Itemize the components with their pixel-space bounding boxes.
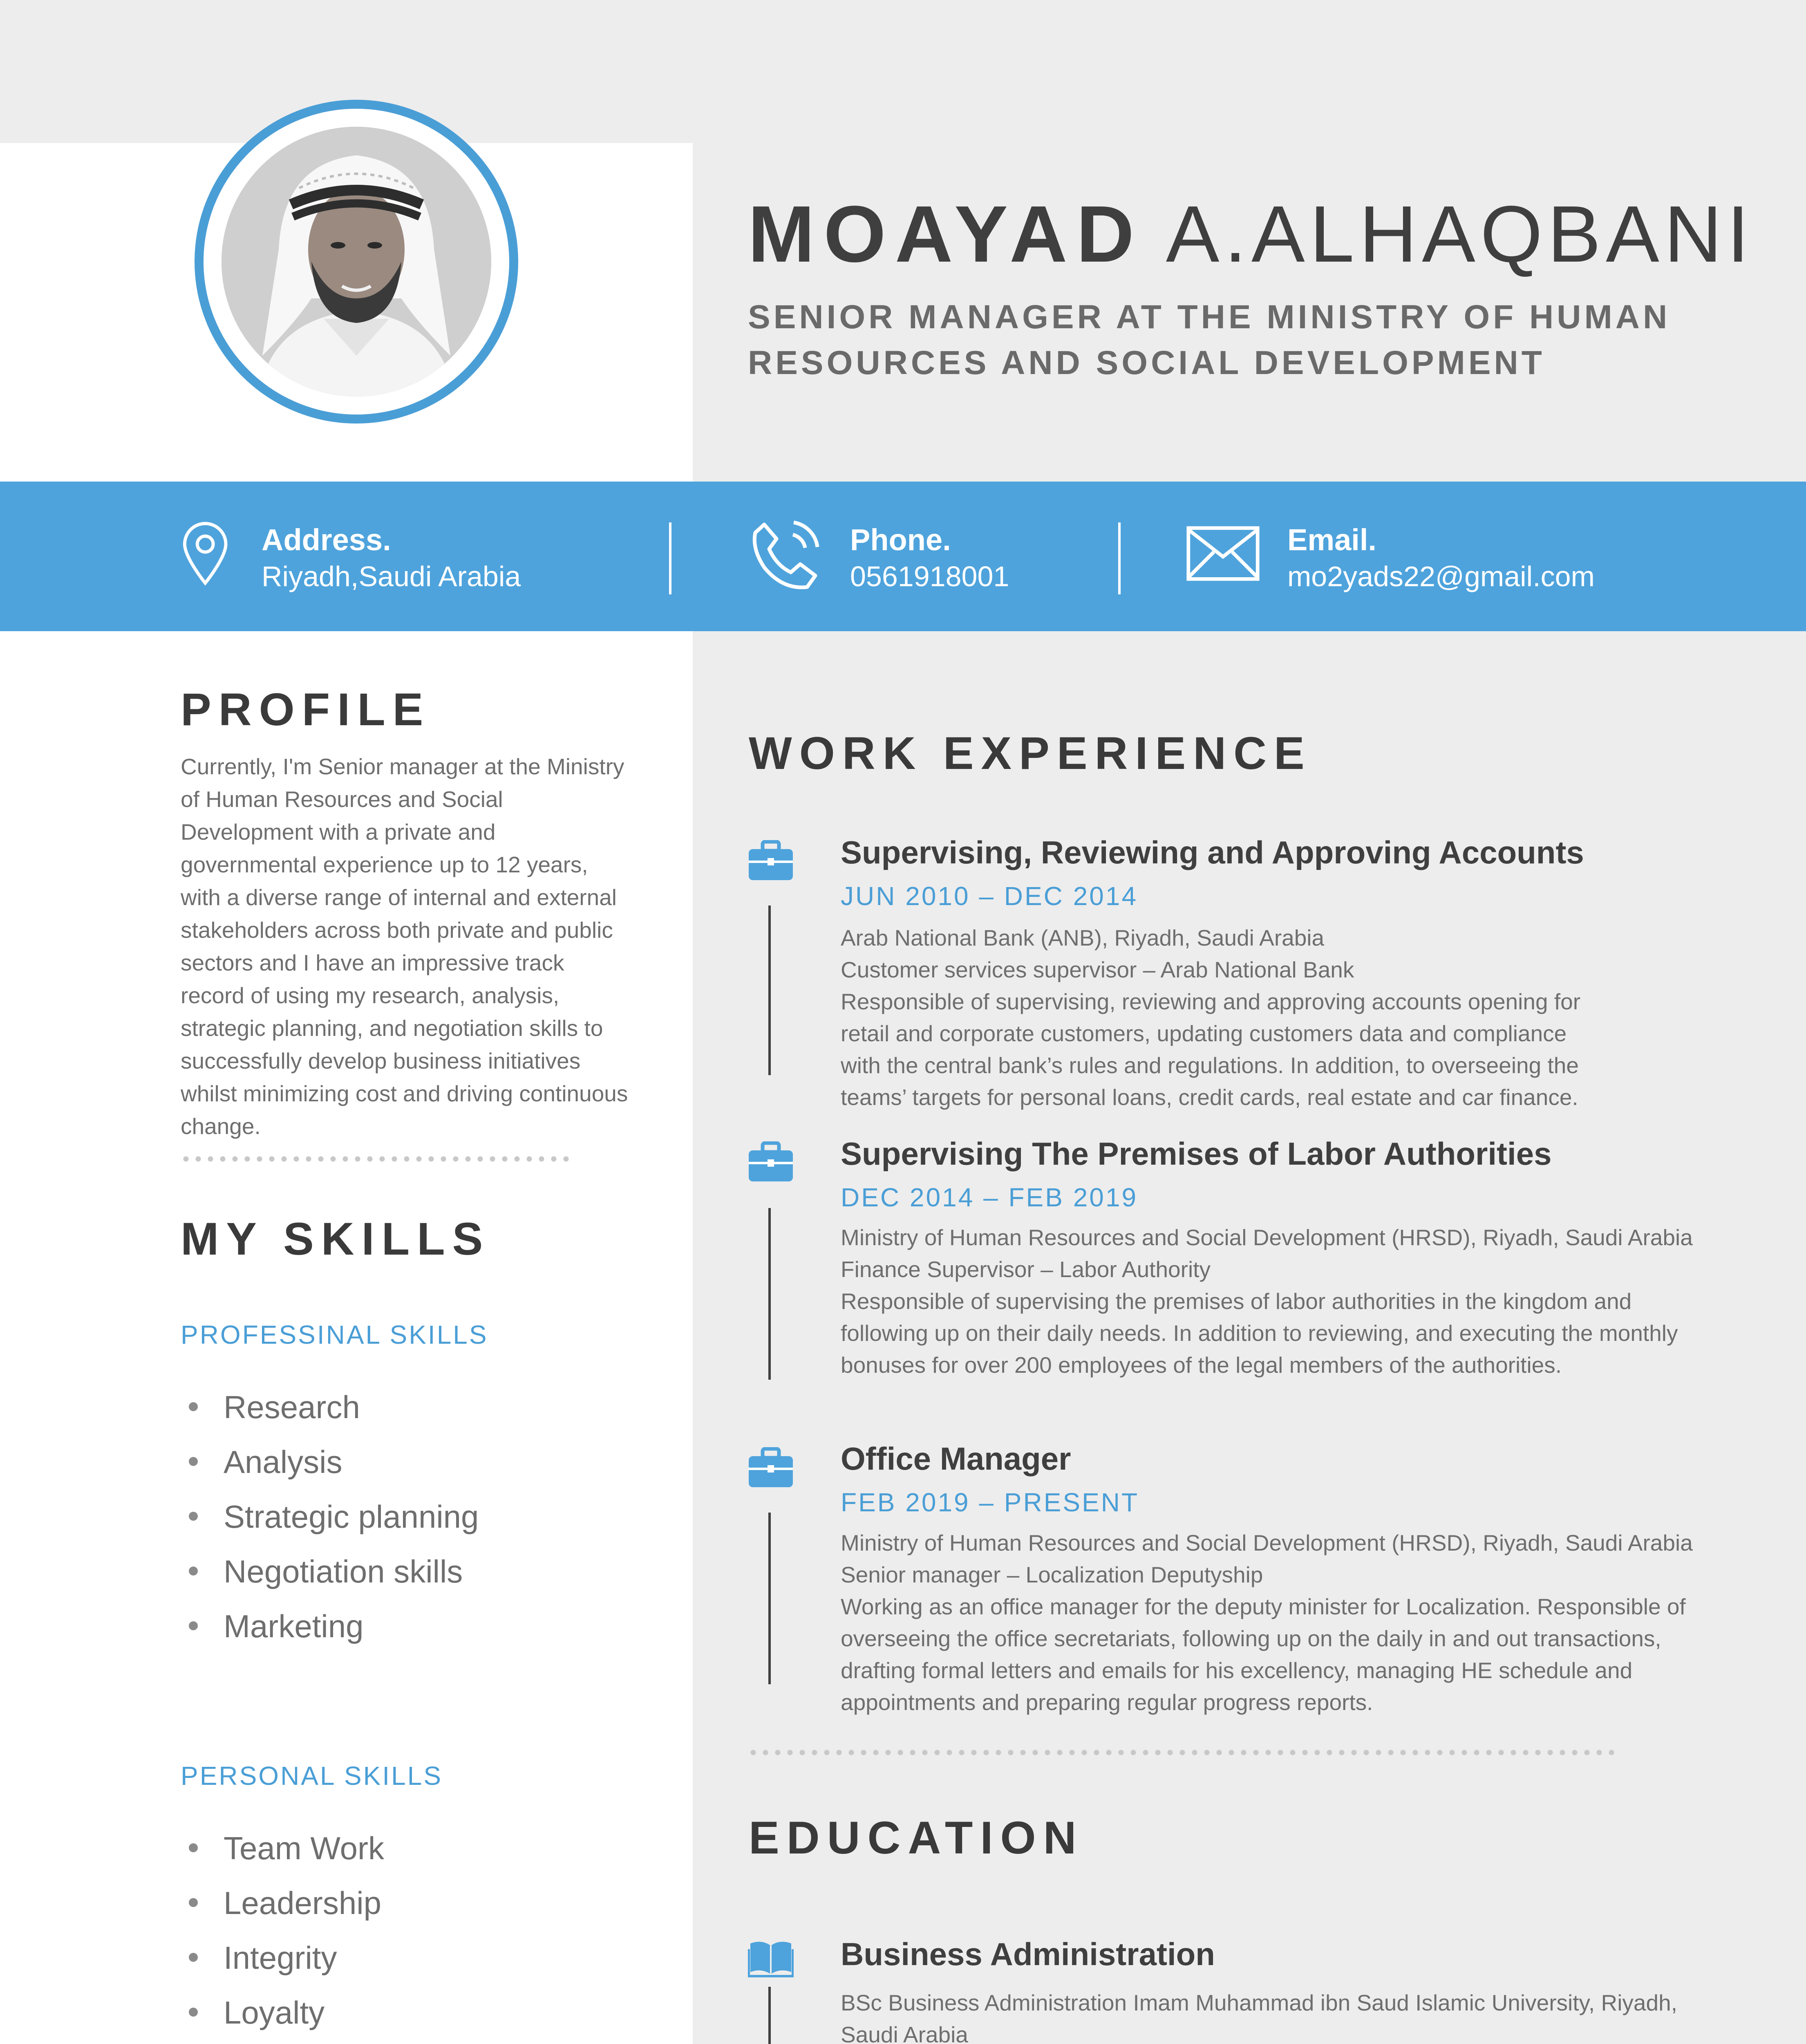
education-line: Saudi Arabia bbox=[841, 2022, 968, 2044]
job-line: with the central bank’s rules and regulations. In addition, to overseeing the bbox=[841, 1053, 1579, 1078]
job-line: retail and corporate customers, updating customers data and compliance bbox=[841, 1021, 1567, 1046]
job-dates: JUN 2010 – DEC 2014 bbox=[841, 881, 1138, 911]
open-book-icon bbox=[748, 1937, 794, 1978]
envelope-icon bbox=[1185, 523, 1261, 585]
profile-line: change. bbox=[181, 1114, 261, 1139]
dotted-divider bbox=[747, 1750, 1618, 1755]
skill-item: Negotiation skills bbox=[181, 1549, 479, 1604]
location-pin-icon bbox=[178, 514, 239, 592]
job-description bbox=[841, 922, 1760, 1113]
contact-divider bbox=[669, 522, 671, 594]
job-title-line: RESOURCES AND SOCIAL DEVELOPMENT bbox=[748, 344, 1545, 381]
job-line: Ministry of Human Resources and Social Development (HRSD), Riyadh, Saudi Arabia bbox=[841, 1225, 1693, 1250]
job-line: teams’ targets for personal loans, credit cards, real estate and car finance. bbox=[841, 1085, 1578, 1110]
job-line: following up on their daily needs. In addition to reviewing, and executing the monthly bbox=[841, 1320, 1678, 1346]
job-line: overseeing the office secretariats, following up on the daily in and out transactions, bbox=[841, 1626, 1661, 1651]
email-label: Email. bbox=[1287, 523, 1376, 557]
job-line: Ministry of Human Resources and Social Development (HRSD), Riyadh, Saudi Arabia bbox=[841, 1530, 1693, 1555]
job-line: Arab National Bank (ANB), Riyadh, Saudi Arabia bbox=[841, 925, 1325, 950]
job-line: Responsible of supervising, reviewing and approving accounts opening for bbox=[841, 989, 1581, 1014]
email-value[interactable]: mo2yads22@gmail.com bbox=[1287, 560, 1595, 592]
education-heading: EDUCATION bbox=[749, 1812, 1084, 1863]
skill-item: Integrity bbox=[181, 1936, 384, 1990]
job-dates: FEB 2019 – PRESENT bbox=[841, 1488, 1139, 1517]
job-line: drafting formal letters and emails for his excellency, managing HE schedule and bbox=[841, 1658, 1633, 1683]
job-title: Supervising The Premises of Labor Authorities bbox=[841, 1136, 1552, 1172]
profile-line: with a diverse range of internal and external bbox=[181, 885, 617, 910]
briefcase-icon bbox=[748, 1447, 794, 1488]
job-line: Customer services supervisor – Arab National Bank bbox=[841, 957, 1354, 982]
first-name: MOAYAD bbox=[748, 189, 1144, 279]
contact-bar bbox=[0, 482, 1806, 631]
work-experience-heading: WORK EXPERIENCE bbox=[749, 728, 1312, 779]
profile-line: Development with a private and bbox=[181, 819, 496, 845]
profile-line: stakeholders across both private and public bbox=[181, 917, 613, 943]
contact-divider bbox=[1118, 522, 1121, 594]
phone-icon bbox=[748, 514, 821, 592]
contact-phone bbox=[748, 514, 1116, 600]
skill-item: Team Work bbox=[181, 1826, 384, 1881]
timeline-line bbox=[768, 1208, 771, 1380]
dotted-divider bbox=[180, 1156, 572, 1162]
job-line: appointments and preparing regular progress reports. bbox=[841, 1690, 1373, 1715]
phone-label: Phone. bbox=[850, 523, 951, 557]
profile-line: whilst minimizing cost and driving continuous bbox=[181, 1081, 628, 1106]
briefcase-icon bbox=[748, 840, 794, 881]
professional-skills-list bbox=[181, 1385, 479, 1659]
job-line: Finance Supervisor – Labor Authority bbox=[841, 1257, 1211, 1282]
professional-skills-heading: PROFESSINAL SKILLS bbox=[181, 1320, 488, 1349]
profile-text bbox=[181, 750, 671, 1143]
personal-skills-list bbox=[181, 1826, 384, 2044]
profile-line: Currently, I'm Senior manager at the Ministry bbox=[181, 754, 624, 779]
profile-line: governmental experience up to 12 years, bbox=[181, 852, 588, 877]
job-line: bonuses for over 200 employees of the legal members of the authorities. bbox=[841, 1352, 1562, 1378]
profile-photo bbox=[222, 127, 491, 397]
profile-line: strategic planning, and negotiation skills to bbox=[181, 1015, 603, 1041]
job-title-line: SENIOR MANAGER AT THE MINISTRY OF HUMAN bbox=[748, 298, 1671, 336]
job-title-header bbox=[748, 294, 1729, 386]
education-description bbox=[841, 1987, 1760, 2044]
job-line: Senior manager – Localization Deputyship bbox=[841, 1562, 1263, 1587]
skills-heading: MY SKILLS bbox=[181, 1213, 490, 1264]
person-photo-icon bbox=[222, 127, 491, 397]
last-name: A.ALHAQBANI bbox=[1166, 189, 1754, 279]
address-label: Address. bbox=[262, 523, 391, 557]
profile-line: successfully develop business initiatives bbox=[181, 1048, 581, 1074]
profile-line: of Human Resources and Social bbox=[181, 787, 503, 812]
candidate-name bbox=[748, 189, 1754, 279]
personal-skills-heading: PERSONAL SKILLS bbox=[181, 1761, 443, 1791]
timeline-line bbox=[768, 1987, 771, 2044]
skill-item: Loyalty bbox=[181, 1990, 384, 2044]
profile-line: record of using my research, analysis, bbox=[181, 983, 559, 1008]
skill-item: Research bbox=[181, 1385, 479, 1440]
timeline-line bbox=[768, 905, 771, 1075]
skill-item: Strategic planning bbox=[181, 1495, 479, 1549]
phone-value[interactable]: 0561918001 bbox=[850, 560, 1009, 592]
skill-item: Analysis bbox=[181, 1440, 479, 1495]
skill-item: Leadership bbox=[181, 1881, 384, 1936]
job-line: Working as an office manager for the deputy minister for Localization. Responsible of bbox=[841, 1594, 1686, 1619]
education-line: BSc Business Administration Imam Muhammad ibn Saud Islamic University, Riyadh, bbox=[841, 1990, 1677, 2015]
job-line: Responsible of supervising the premises of labor authorities in the kingdom and bbox=[841, 1289, 1632, 1314]
job-title: Office Manager bbox=[841, 1441, 1071, 1477]
job-title: Supervising, Reviewing and Approving Accounts bbox=[841, 834, 1584, 870]
skill-item: Marketing bbox=[181, 1604, 479, 1659]
briefcase-icon bbox=[748, 1141, 794, 1182]
profile-heading: PROFILE bbox=[181, 684, 431, 735]
profile-line: sectors and I have an impressive track bbox=[181, 950, 564, 975]
address-value: Riyadh,Saudi Arabia bbox=[262, 560, 521, 592]
job-dates: DEC 2014 – FEB 2019 bbox=[841, 1183, 1138, 1212]
contact-email bbox=[1185, 514, 1757, 600]
profile-photo-frame bbox=[195, 100, 518, 424]
job-description bbox=[841, 1527, 1760, 1718]
job-description bbox=[841, 1221, 1760, 1381]
timeline-line bbox=[768, 1513, 771, 1684]
contact-address bbox=[178, 514, 546, 600]
education-title: Business Administration bbox=[841, 1936, 1215, 1972]
